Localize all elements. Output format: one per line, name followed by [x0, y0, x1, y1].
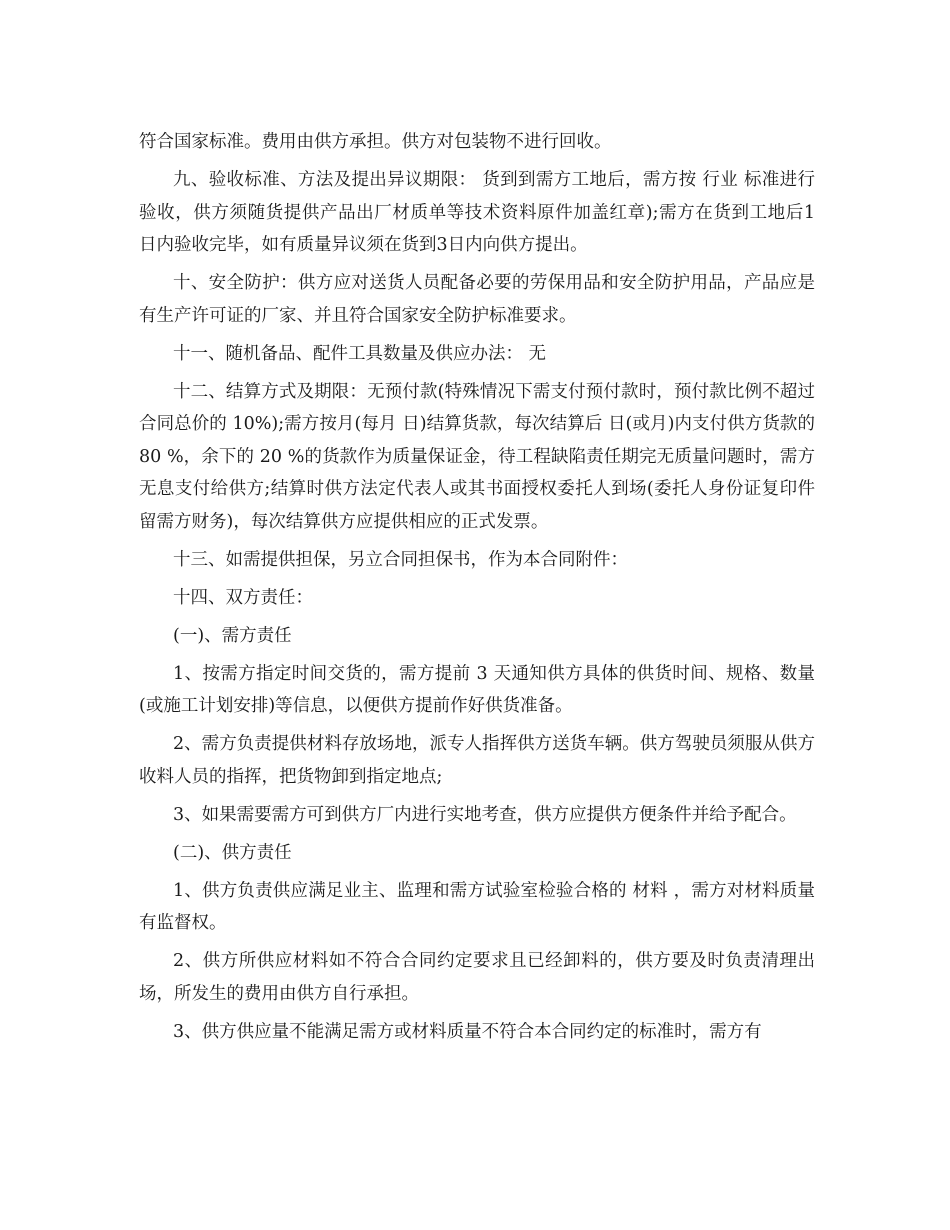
paragraph-supplier-1: 1、供方负责供应满足业主、监理和需方试验室检验合格的 材料 ，需方对材料质量有监督权。	[139, 880, 815, 933]
paragraph-supplier-2: 2、供方所供应材料如不符合合同约定要求且已经卸料的，供方要及时负责清理出场，所发生的费用由供方自行承担。	[139, 951, 815, 1004]
paragraph-packaging-cont: 符合国家标准。费用由供方承担。供方对包装物不进行回收。	[139, 132, 612, 152]
heading-buyer-responsibility: (一)、需方责任	[173, 625, 292, 646]
paragraph-supplier-3: 3、供方供应量不能满足需方或材料质量不符合本合同约定的标准时，需方有	[173, 1021, 762, 1042]
document-body	[139, 126, 815, 1054]
paragraph-9-acceptance: 九、验收标准、方法及提出异议期限： 货到到需方工地后，需方按 行业 标准进行验收，供方须随货提供产品出厂材质单等技术资料原件加盖红章);需方在货到工地后1 日内验收完毕，如有质量异议须在货到3日内向供方提出。	[139, 170, 815, 255]
paragraph-buyer-3: 3、如果需要需方可到供方厂内进行实地考查，供方应提供方便条件并给予配合。	[173, 804, 797, 825]
heading-supplier-responsibility: (二)、供方责任	[173, 842, 292, 863]
paragraph-14-responsibilities: 十四、双方责任：	[173, 587, 313, 608]
paragraph-12-settlement: 十二、结算方式及期限：无预付款(特殊情况下需支付预付款时，预付款比例不超过合同总价的 10%);需方按月(每月 日)结算货款，每次结算后 日(或月)内支付供方货款的 80 %，余下的 20 %的货款作为质量保证金，待工程缺陷责任期完无质量问题时，需方无息支付给供方;结算时供方法定代表人或其书面授权委托人到场(委托人身份证复印件留需方财务)，每次结算供方应提供相应的正式发票。	[139, 381, 815, 532]
paragraph-13-guarantee: 十三、如需提供担保，另立合同担保书，作为本合同附件：	[173, 549, 628, 570]
paragraph-buyer-2: 2、需方负责提供材料存放场地，派专人指挥供方送货车辆。供方驾驶员须服从供方收料人员的指挥，把货物卸到指定地点;	[139, 734, 815, 787]
paragraph-11-spares: 十一、随机备品、配件工具数量及供应办法： 无	[173, 343, 547, 364]
paragraph-buyer-1: 1、按需方指定时间交货的，需方提前 3 天通知供方具体的供货时间、规格、数量(或施工计划安排)等信息，以便供方提前作好供货准备。	[139, 663, 815, 716]
paragraph-10-safety: 十、安全防护：供方应对送货人员配备必要的劳保用品和安全防护用品，产品应是有生产许可证的厂家、并且符合国家安全防护标准要求。	[139, 273, 815, 326]
